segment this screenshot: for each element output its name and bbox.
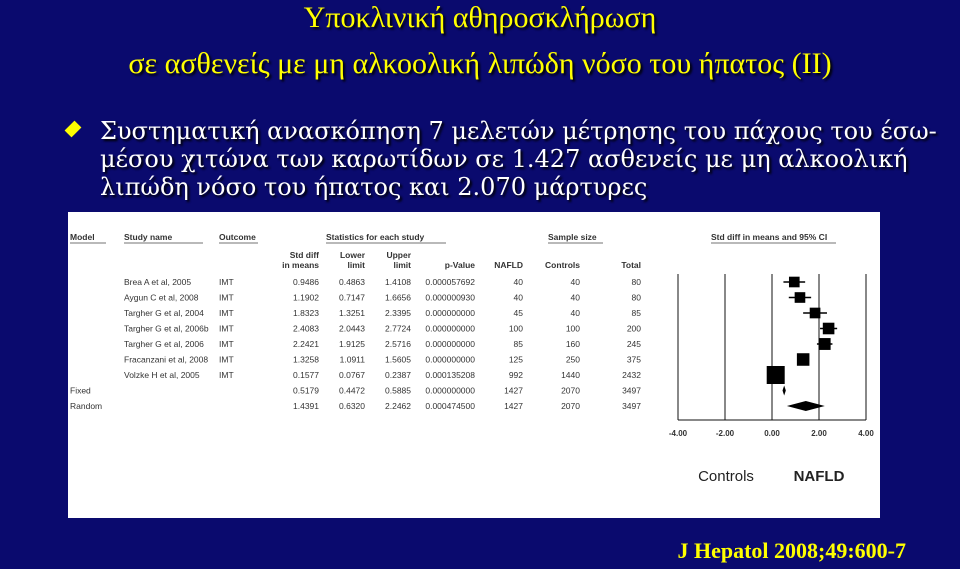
- row-nafld-n: 1427: [504, 401, 523, 411]
- subheader-std-diff: Std diff: [289, 250, 319, 260]
- row-controls-n: 250: [565, 354, 580, 365]
- row-nafld-n: 40: [513, 292, 523, 303]
- row-p-value: 0.000000000: [425, 354, 475, 365]
- subheader-lower: Lower: [339, 250, 365, 260]
- row-upper-limit: 1.5605: [385, 354, 411, 365]
- row-upper-limit: 2.7724: [385, 323, 411, 334]
- row-lower-limit: 1.3251: [339, 308, 365, 318]
- row-lower-limit: 0.0767: [339, 370, 365, 380]
- row-controls-n: 2070: [561, 401, 580, 411]
- header-model: Model: [70, 232, 95, 242]
- header-sample-size-group: Sample size: [548, 232, 597, 242]
- study-marker: [797, 353, 810, 366]
- row-upper-limit: 0.2387: [385, 370, 411, 380]
- row-upper-limit: 2.2462: [385, 401, 411, 411]
- row-std-diff: 1.1902: [293, 292, 319, 303]
- x-tick-label: -2.00: [715, 429, 735, 438]
- row-outcome: IMT: [219, 370, 234, 380]
- row-lower-limit: 0.7147: [339, 292, 365, 303]
- row-controls-n: 2070: [561, 385, 580, 396]
- x-tick-label: -4.00: [668, 429, 688, 438]
- row-controls-n: 40: [570, 292, 580, 303]
- citation: J Hepatol 2008;49:600-7: [677, 538, 906, 563]
- header-outcome: Outcome: [219, 232, 256, 242]
- row-study-name: Targher G et al, 2006b: [124, 323, 209, 334]
- row-lower-limit: 0.4863: [339, 277, 365, 287]
- row-lower-limit: 1.0911: [339, 354, 365, 365]
- row-std-diff: 1.3258: [293, 354, 319, 365]
- favours-nafld-label: NAFLD: [793, 468, 845, 485]
- subheader-upper: Upper: [386, 250, 411, 260]
- forest-plot: [68, 212, 880, 518]
- row-std-diff: 2.2421: [293, 339, 319, 349]
- row-total-n: 3497: [622, 385, 641, 396]
- row-outcome: IMT: [219, 277, 234, 287]
- row-model: Fixed: [70, 385, 91, 396]
- row-total-n: 200: [626, 323, 641, 334]
- bullet-text: Συστηματική ανασκόπηση 7 μελετών μέτρησης του πάχους του έσω-μέσου χιτώνα των καρωτίδων σε 1.427 ασθενείς με μη αλκοολική λιπώδη νόσο του ήπατος και 2.070 μάρτυρες: [100, 117, 937, 201]
- row-total-n: 2432: [622, 370, 641, 380]
- pooled-diamond: [783, 386, 786, 396]
- row-total-n: 3497: [622, 401, 641, 411]
- row-upper-limit: 2.3395: [385, 308, 411, 318]
- slide-title-line2: σε ασθενείς με μη αλκοολική λιπώδη νόσο του ήπατος (II): [128, 47, 832, 80]
- row-total-n: 80: [631, 292, 641, 303]
- row-nafld-n: 45: [513, 308, 523, 318]
- row-p-value: 0.000000000: [425, 323, 475, 334]
- study-marker: [810, 308, 821, 319]
- row-std-diff: 2.4083: [293, 323, 319, 334]
- forest-plot-panel: [68, 212, 880, 518]
- row-total-n: 80: [631, 277, 641, 287]
- row-p-value: 0.000057692: [425, 277, 475, 287]
- row-controls-n: 40: [570, 308, 580, 318]
- row-controls-n: 160: [565, 339, 580, 349]
- row-nafld-n: 992: [508, 370, 523, 380]
- row-study-name: Volzke H et al, 2005: [124, 370, 200, 380]
- row-nafld-n: 40: [513, 277, 523, 287]
- row-outcome: IMT: [219, 339, 234, 349]
- subheader-limit: limit: [393, 260, 411, 270]
- row-p-value: 0.000000000: [425, 385, 475, 396]
- subheader-total: Total: [621, 260, 641, 270]
- row-total-n: 245: [626, 339, 641, 349]
- row-upper-limit: 1.6656: [385, 292, 411, 303]
- row-lower-limit: 0.4472: [339, 385, 365, 396]
- row-study-name: Targher G et al, 2004: [124, 308, 204, 318]
- row-p-value: 0.000000000: [425, 339, 475, 349]
- row-study-name: Targher G et al, 2006: [124, 339, 204, 349]
- row-lower-limit: 2.0443: [339, 323, 365, 334]
- row-lower-limit: 1.9125: [339, 339, 365, 349]
- subheader-in-means: in means: [282, 260, 319, 270]
- study-marker: [767, 366, 785, 384]
- row-study-name: Aygun C et al, 2008: [124, 292, 199, 303]
- row-std-diff: 0.5179: [293, 385, 319, 396]
- row-nafld-n: 85: [513, 339, 523, 349]
- row-nafld-n: 100: [508, 323, 523, 334]
- row-total-n: 375: [626, 354, 641, 365]
- row-p-value: 0.000000930: [425, 292, 475, 303]
- subheader-limit: limit: [347, 260, 365, 270]
- subheader-nafld: NAFLD: [494, 260, 523, 270]
- study-marker: [823, 323, 835, 335]
- favours-controls-label: Controls: [698, 468, 754, 485]
- header-study-name: Study name: [124, 232, 173, 242]
- row-study-name: Fracanzani et al, 2008: [124, 354, 209, 365]
- row-std-diff: 0.1577: [293, 370, 319, 380]
- row-std-diff: 0.9486: [293, 277, 319, 287]
- row-model: Random: [70, 401, 103, 411]
- row-p-value: 0.000000000: [425, 308, 475, 318]
- study-marker: [819, 338, 831, 350]
- row-nafld-n: 125: [508, 354, 523, 365]
- study-marker: [789, 277, 800, 288]
- x-tick-label: 0.00: [764, 429, 780, 438]
- subheader-p-value: p-Value: [444, 260, 475, 270]
- row-total-n: 85: [631, 308, 641, 318]
- row-controls-n: 100: [565, 323, 580, 334]
- row-outcome: IMT: [219, 308, 234, 318]
- row-std-diff: 1.4391: [293, 401, 319, 411]
- row-outcome: IMT: [219, 323, 234, 334]
- x-tick-label: 2.00: [811, 429, 827, 438]
- row-std-diff: 1.8323: [293, 308, 319, 318]
- diamond-bullet-icon: [65, 121, 82, 138]
- row-controls-n: 1440: [561, 370, 580, 380]
- row-upper-limit: 0.5885: [385, 385, 411, 396]
- x-tick-label: 4.00: [858, 429, 874, 438]
- header-statistics-group: Statistics for each study: [326, 232, 425, 242]
- header-std-diff-ci: Std diff in means and 95% CI: [711, 232, 828, 242]
- row-controls-n: 40: [570, 277, 580, 287]
- study-marker: [795, 292, 806, 303]
- row-outcome: IMT: [219, 354, 234, 365]
- row-study-name: Brea A et al, 2005: [124, 277, 192, 287]
- subheader-controls: Controls: [545, 260, 580, 270]
- row-outcome: IMT: [219, 292, 234, 303]
- row-p-value: 0.000474500: [425, 401, 475, 411]
- row-p-value: 0.000135208: [425, 370, 475, 380]
- row-lower-limit: 0.6320: [339, 401, 365, 411]
- row-nafld-n: 1427: [504, 385, 523, 396]
- row-upper-limit: 1.4108: [385, 277, 411, 287]
- slide-title-line1: Υποκλινική αθηροσκλήρωση: [303, 1, 657, 34]
- row-upper-limit: 2.5716: [385, 339, 411, 349]
